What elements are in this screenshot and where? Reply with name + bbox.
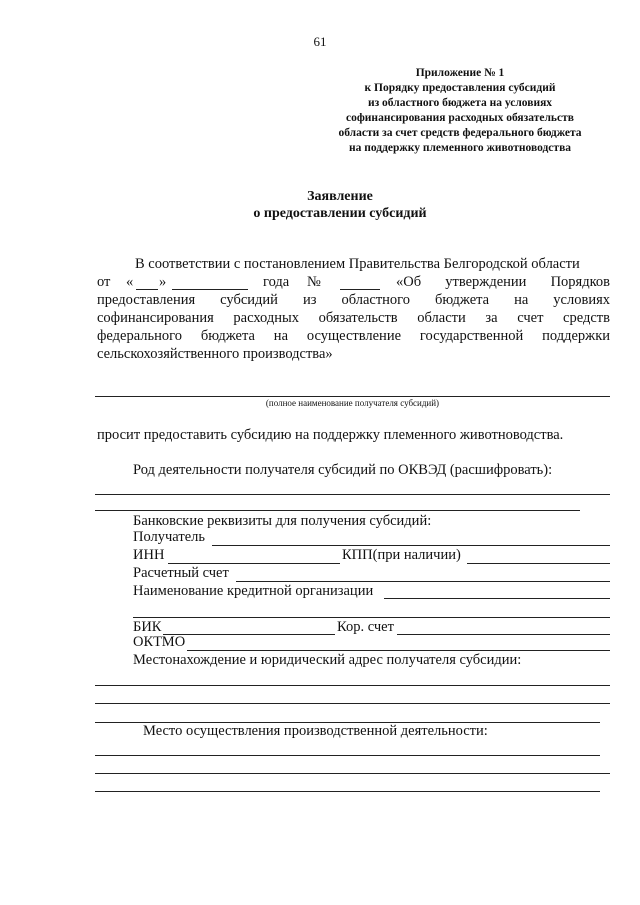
- day-field[interactable]: [136, 289, 158, 290]
- recipient-label: Получатель: [133, 529, 205, 545]
- address-field-1[interactable]: [95, 685, 610, 686]
- recipient-name-field[interactable]: [95, 396, 610, 397]
- appendix-line: на поддержку племенного животноводства: [348, 142, 572, 154]
- appendix-line: области за счет средств федерального бюджета: [338, 127, 582, 139]
- intro-line-3: предоставления субсидий из областного бюджета на условиях: [97, 292, 610, 308]
- appendix-line: софинансирования расходных обязательств: [346, 112, 574, 124]
- page-number: 61: [313, 34, 327, 49]
- address-label: Местонахождение и юридический адрес получателя субсидии:: [133, 652, 522, 668]
- intro-line-4: софинансирования расходных обязательств области за счет средств: [97, 310, 610, 326]
- credit-org-label: Наименование кредитной организации: [133, 583, 374, 599]
- account-field[interactable]: [236, 581, 610, 582]
- kpp-label: КПП(при наличии): [342, 547, 461, 563]
- appendix-line: к Порядку предоставления субсидий: [364, 82, 556, 94]
- intro-line-1: В соответствии с постановлением Правительства Белгородской области: [135, 256, 580, 272]
- bank-heading: Банковские реквизиты для получения субсидий:: [133, 513, 432, 529]
- recipient-field[interactable]: [212, 545, 610, 546]
- corr-account-label: Кор. счет: [337, 619, 394, 635]
- document-title: Заявление: [307, 189, 373, 204]
- corr-account-field[interactable]: [397, 634, 610, 635]
- okved-label: Род деятельности получателя субсидий по ОКВЭД (расшифровать):: [133, 462, 553, 478]
- intro-number-sign: №: [307, 274, 321, 290]
- intro-year: года: [263, 274, 290, 290]
- intro-line-6: сельскохозяйственного производства»: [97, 346, 333, 362]
- intro-quote-open: «: [126, 274, 134, 290]
- credit-org-field-1[interactable]: [384, 598, 610, 599]
- account-label: Расчетный счет: [133, 565, 229, 581]
- okved-field-2[interactable]: [95, 510, 580, 511]
- appendix-line: Приложение № 1: [415, 67, 505, 79]
- credit-org-field-2[interactable]: [133, 617, 610, 618]
- document-number-field[interactable]: [340, 289, 380, 290]
- request-text: просит предоставить субсидию на поддержку племенного животноводства.: [97, 427, 564, 443]
- inn-label: ИНН: [133, 547, 165, 563]
- kpp-field[interactable]: [467, 563, 610, 564]
- intro-line-5: федерального бюджета на осуществление государственной поддержки: [97, 328, 610, 344]
- place-field-1[interactable]: [95, 755, 600, 756]
- oktmo-field[interactable]: [187, 650, 610, 651]
- place-label: Место осуществления производственной деятельности:: [143, 723, 488, 739]
- intro-quote-close: »: [159, 274, 167, 290]
- address-field-2[interactable]: [95, 703, 610, 704]
- bik-field[interactable]: [163, 634, 335, 635]
- month-field[interactable]: [172, 289, 248, 290]
- document-subtitle: о предоставлении субсидий: [253, 206, 427, 221]
- okved-field-1[interactable]: [95, 494, 610, 495]
- recipient-caption: (полное наименование получателя субсидий): [265, 398, 440, 408]
- appendix-block: [310, 66, 610, 156]
- appendix-line: из областного бюджета на условиях: [367, 97, 553, 109]
- place-field-3[interactable]: [95, 791, 600, 792]
- oktmo-label: ОКТМО: [133, 634, 186, 650]
- bik-label: БИК: [133, 619, 162, 635]
- intro-line-2-rest: «Об утверждении Порядков: [396, 274, 610, 290]
- inn-field[interactable]: [168, 563, 340, 564]
- intro-ot: от: [97, 274, 111, 290]
- place-field-2[interactable]: [95, 773, 610, 774]
